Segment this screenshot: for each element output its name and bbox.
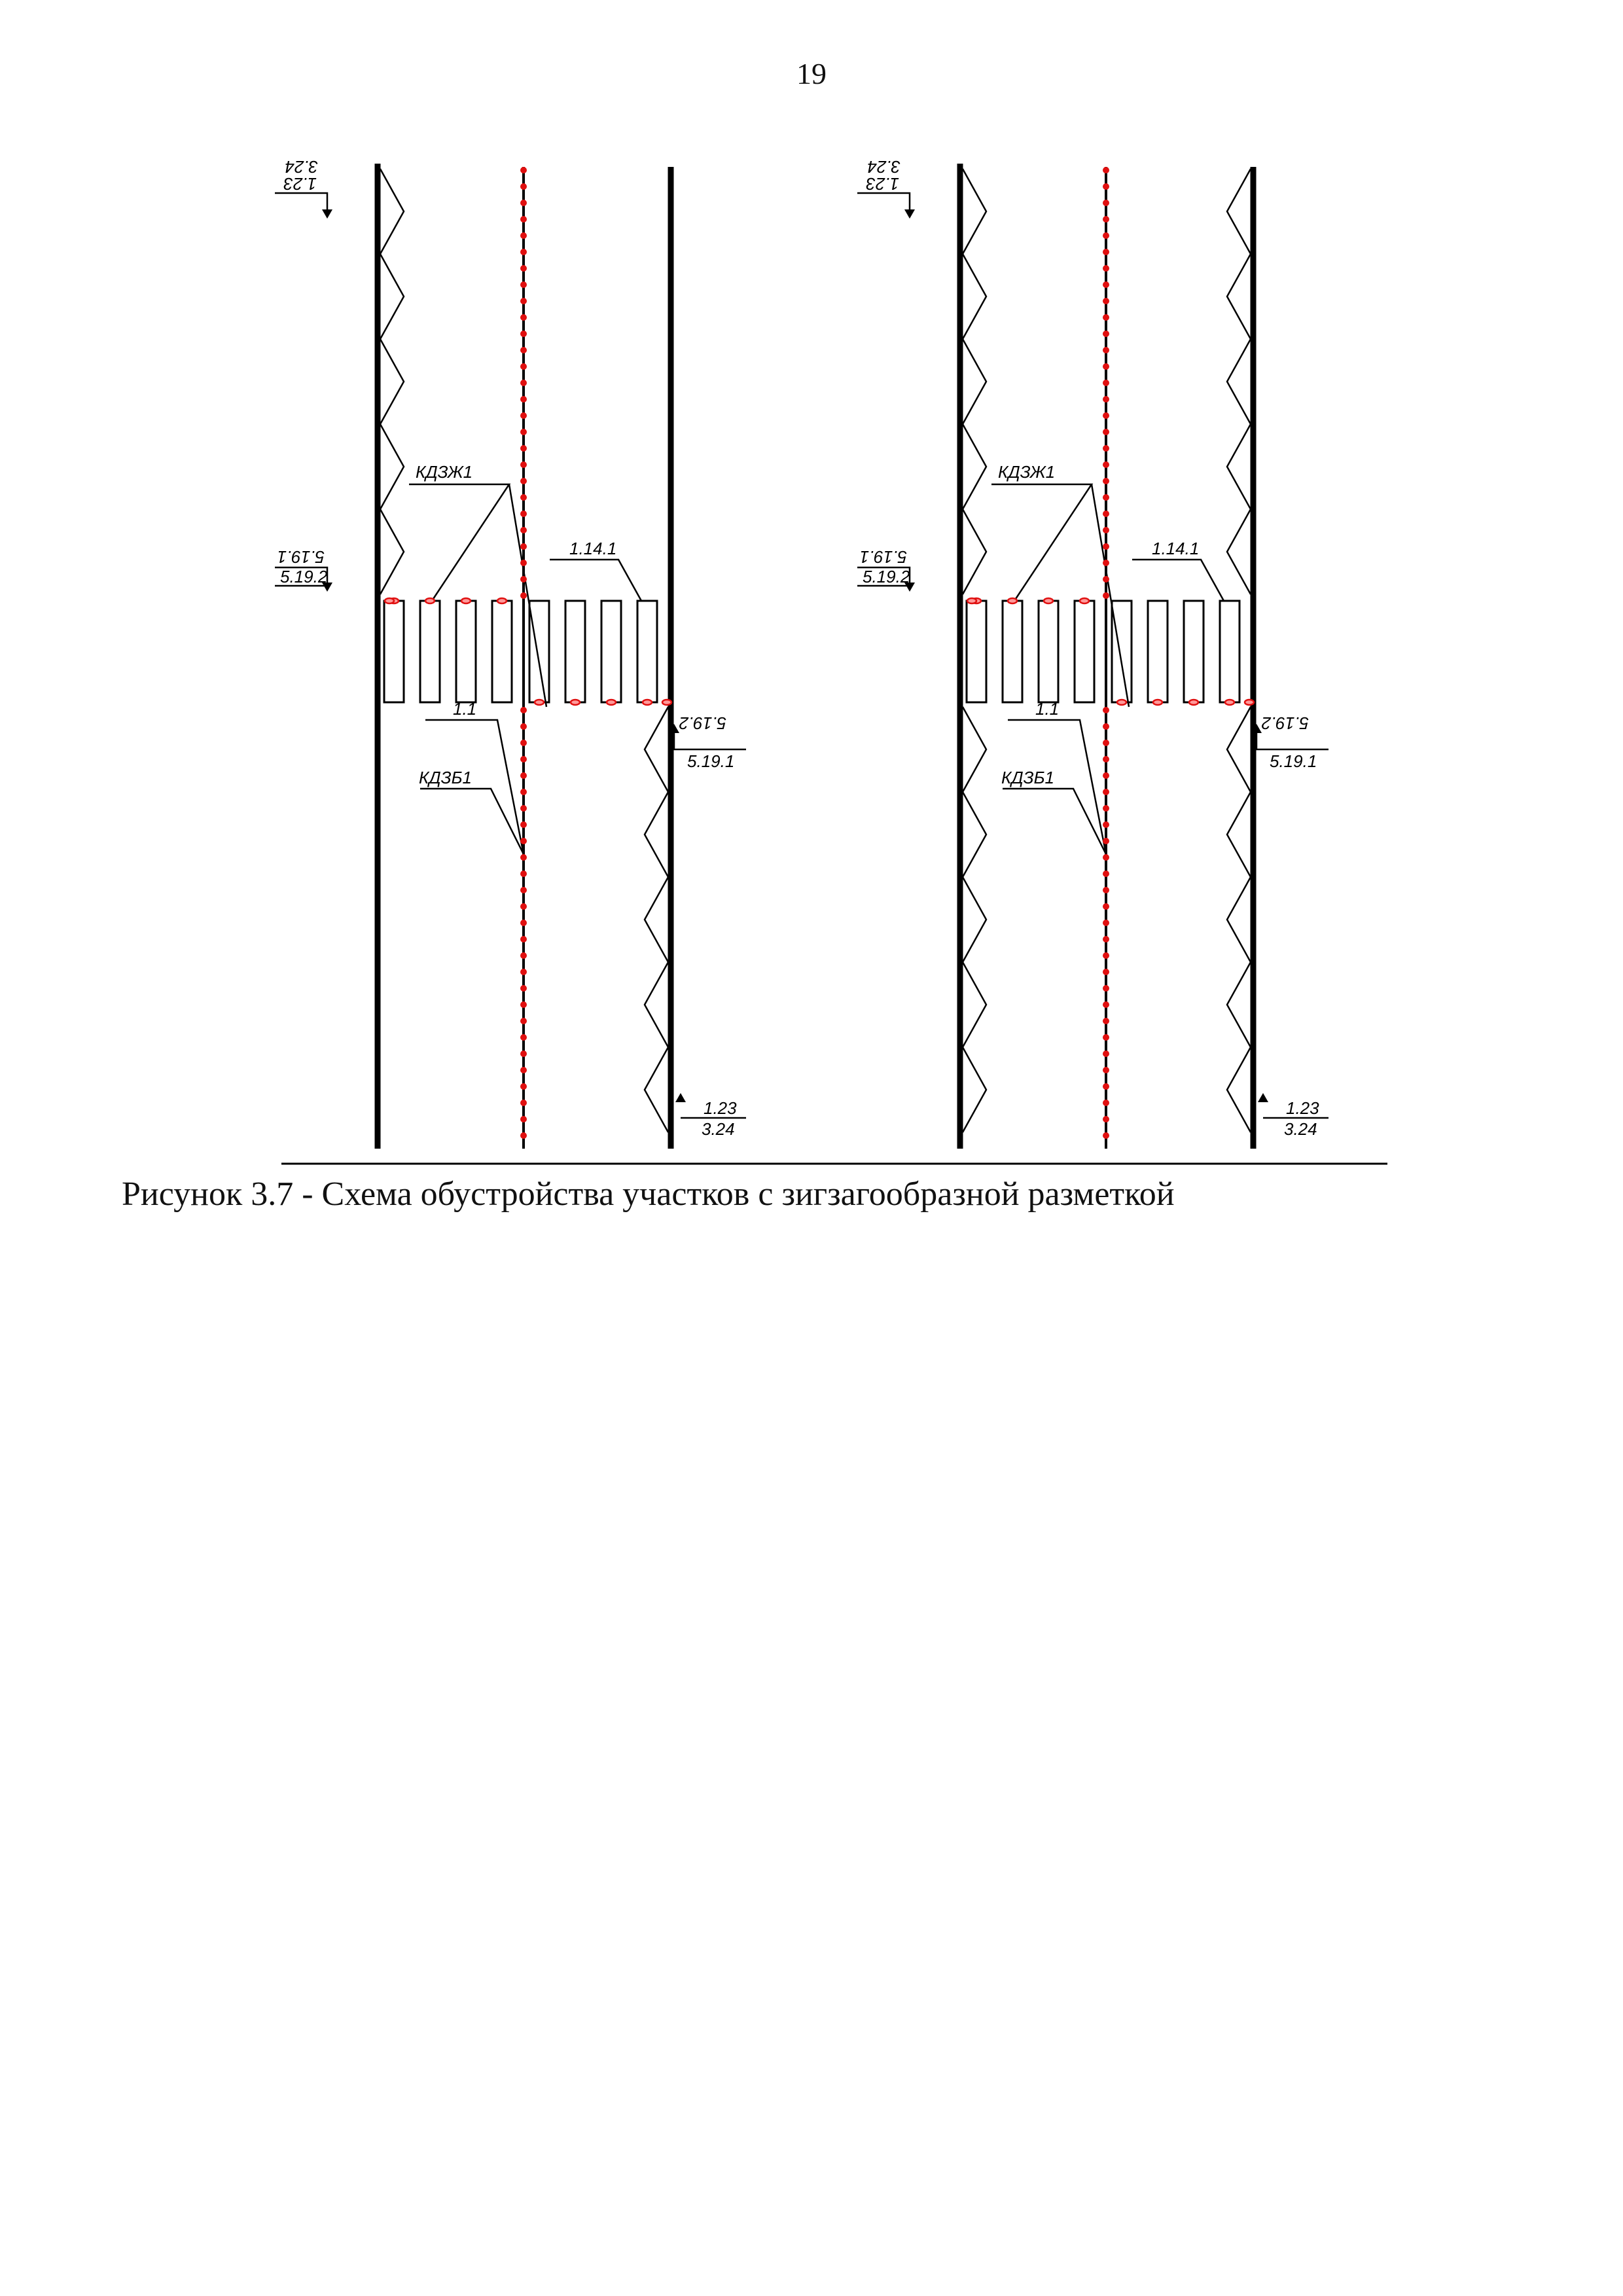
axis-stud (520, 298, 527, 304)
axis-stud (520, 412, 527, 419)
crosswalk-stud-top (497, 598, 507, 603)
crosswalk-stud-bottom (571, 700, 580, 705)
crosswalk-stud-bottom (643, 700, 652, 705)
sign-mid-left-1: 5.19.1 (859, 547, 907, 567)
crosswalk-stud-bottom (607, 700, 616, 705)
label-axis: 1.1 (1035, 699, 1060, 719)
axis-stud (1103, 870, 1109, 877)
axis-stud (1103, 1083, 1109, 1090)
axis-stud (1103, 543, 1109, 550)
axis-stud (520, 1132, 527, 1139)
page-number: 19 (796, 57, 827, 90)
axis-stud (520, 265, 527, 272)
axis-stud (1103, 838, 1109, 844)
axis-stud (1103, 1050, 1109, 1057)
axis-stud (1103, 985, 1109, 992)
axis-stud (520, 1034, 527, 1041)
axis-stud (1103, 445, 1109, 452)
axis-stud (520, 707, 527, 713)
axis-stud (1103, 363, 1109, 370)
axis-stud (1103, 216, 1109, 223)
axis-stud (520, 527, 527, 533)
axis-stud (1103, 854, 1109, 861)
axis-stud (520, 740, 527, 746)
axis-stud (520, 805, 527, 812)
axis-stud (520, 167, 527, 173)
axis-stud (1103, 314, 1109, 321)
crosswalk-stud-top (1044, 598, 1053, 603)
axis-stud (1103, 265, 1109, 272)
axis-stud (1103, 920, 1109, 926)
axis-stud (520, 216, 527, 223)
axis-stud (520, 281, 527, 288)
axis-stud (520, 936, 527, 942)
axis-stud (520, 838, 527, 844)
axis-stud (520, 1116, 527, 1122)
axis-stud (520, 854, 527, 861)
crosswalk-stud-top (1080, 598, 1089, 603)
axis-stud (1103, 380, 1109, 386)
sign-bottom-right-1: 1.23 (704, 1098, 737, 1118)
axis-stud (520, 821, 527, 828)
crosswalk-stud-top (967, 598, 976, 603)
sign-mid-left-2: 5.19.2 (863, 567, 910, 586)
axis-stud (1103, 560, 1109, 566)
axis-stud (520, 560, 527, 566)
axis-stud (1103, 952, 1109, 959)
axis-stud (1103, 756, 1109, 762)
zigzag-right-upper (1227, 169, 1251, 594)
axis-stud (1103, 249, 1109, 255)
road-markings-figure (275, 157, 1400, 1178)
crosswalk-stud-bottom (1245, 700, 1254, 705)
panel-right (857, 164, 1329, 1149)
axis-stud (520, 232, 527, 239)
label-kdzb: КДЗБ1 (1001, 768, 1054, 787)
axis-stud (1103, 347, 1109, 353)
axis-stud (520, 576, 527, 583)
axis-stud (1103, 494, 1109, 501)
panel-left (275, 164, 746, 1149)
crosswalk-stud-bottom (535, 700, 544, 705)
axis-stud (1103, 805, 1109, 812)
axis-stud (1103, 789, 1109, 795)
axis-stud (1103, 740, 1109, 746)
axis-stud (1103, 200, 1109, 206)
axis-stud (520, 461, 527, 468)
axis-stud (520, 1100, 527, 1106)
crosswalk-stud-top (385, 598, 394, 603)
axis-stud (1103, 1132, 1109, 1139)
axis-stud (1103, 772, 1109, 779)
axis-stud (1103, 723, 1109, 730)
axis-stud (520, 952, 527, 959)
sign-mid-left-2: 5.19.2 (280, 567, 328, 586)
zigzag-right-lower (645, 707, 668, 1132)
axis-stud (1103, 707, 1109, 713)
sign-bottom-right-1: 1.23 (1286, 1098, 1319, 1118)
axis-stud (1103, 429, 1109, 435)
axis-stud (1103, 511, 1109, 517)
axis-stud (520, 969, 527, 975)
axis-stud (520, 887, 527, 893)
sign-mid-right-1: 5.19.2 (679, 713, 726, 733)
axis-stud (520, 200, 527, 206)
sign-mid-right-1: 5.19.2 (1261, 713, 1309, 733)
axis-stud (1103, 1001, 1109, 1008)
axis-stud (520, 331, 527, 337)
crosswalk-stud-bottom (1225, 700, 1234, 705)
axis-stud (1103, 969, 1109, 975)
axis-stud (1103, 527, 1109, 533)
crosswalk-stud-bottom (1189, 700, 1198, 705)
axis-stud (520, 789, 527, 795)
axis-stud (520, 380, 527, 386)
axis-stud (520, 772, 527, 779)
sign-top-left-2: 3.24 (867, 157, 901, 177)
axis-stud (520, 363, 527, 370)
axis-stud (1103, 821, 1109, 828)
axis-stud (1103, 1018, 1109, 1024)
axis-stud (1103, 412, 1109, 419)
label-crosswalk: 1.14.1 (569, 539, 617, 558)
axis-stud (520, 985, 527, 992)
axis-stud (1103, 331, 1109, 337)
sign-top-left-1: 1.23 (866, 174, 899, 194)
crosswalk-stud-bottom (1117, 700, 1126, 705)
axis-stud (520, 543, 527, 550)
axis-stud (1103, 298, 1109, 304)
sign-mid-right-2: 5.19.1 (687, 751, 735, 771)
axis-stud (1103, 232, 1109, 239)
axis-stud (520, 511, 527, 517)
label-kdzh: КДЗЖ1 (998, 462, 1056, 482)
label-kdzh: КДЗЖ1 (416, 462, 473, 482)
sign-bottom-right-2: 3.24 (1284, 1119, 1317, 1139)
sign-mid-right-2: 5.19.1 (1270, 751, 1317, 771)
axis-stud (520, 920, 527, 926)
label-crosswalk: 1.14.1 (1152, 539, 1200, 558)
label-kdzb: КДЗБ1 (419, 768, 472, 787)
axis-stud (1103, 903, 1109, 910)
axis-stud (1103, 576, 1109, 583)
axis-stud (520, 1050, 527, 1057)
axis-stud (520, 494, 527, 501)
axis-stud (520, 1018, 527, 1024)
axis-stud (520, 756, 527, 762)
crosswalk-stud-top (461, 598, 471, 603)
axis-stud (520, 592, 527, 599)
axis-stud (1103, 396, 1109, 403)
crosswalk-stud-bottom (1153, 700, 1162, 705)
axis-stud (1103, 1100, 1109, 1106)
crosswalk-stud-bottom (662, 700, 671, 705)
axis-stud (520, 723, 527, 730)
sign-top-left-1: 1.23 (283, 174, 317, 194)
axis-stud (520, 249, 527, 255)
sign-mid-left-1: 5.19.1 (277, 547, 325, 567)
crosswalk-stud-top (1008, 598, 1017, 603)
axis-stud (520, 396, 527, 403)
axis-stud (1103, 1067, 1109, 1073)
label-axis: 1.1 (453, 699, 477, 719)
axis-stud (1103, 478, 1109, 484)
figure-drawing (275, 157, 1400, 1178)
sign-bottom-right-2: 3.24 (702, 1119, 735, 1139)
axis-stud (520, 478, 527, 484)
zigzag-left-lower (963, 707, 986, 1132)
axis-stud (1103, 1116, 1109, 1122)
axis-stud (520, 1001, 527, 1008)
axis-stud (1103, 167, 1109, 173)
axis-stud (520, 1083, 527, 1090)
axis-stud (1103, 592, 1109, 599)
axis-stud (520, 1067, 527, 1073)
axis-stud (1103, 1034, 1109, 1041)
axis-stud (1103, 936, 1109, 942)
axis-stud (1103, 281, 1109, 288)
crosswalk-stud-top (425, 598, 435, 603)
zigzag-left-upper (380, 169, 404, 594)
axis-stud (520, 429, 527, 435)
axis-stud (520, 183, 527, 190)
axis-stud (520, 314, 527, 321)
axis-stud (1103, 183, 1109, 190)
figure-caption: Рисунок 3.7 - Схема обустройства участков с зигзагообразной разметкой (122, 1175, 1175, 1213)
zigzag-left-upper (963, 169, 986, 594)
axis-stud (520, 445, 527, 452)
sign-top-left-2: 3.24 (285, 157, 318, 177)
axis-stud (1103, 887, 1109, 893)
axis-stud (520, 347, 527, 353)
axis-stud (1103, 461, 1109, 468)
zigzag-right-lower (1227, 707, 1251, 1132)
axis-stud (520, 870, 527, 877)
axis-stud (520, 903, 527, 910)
